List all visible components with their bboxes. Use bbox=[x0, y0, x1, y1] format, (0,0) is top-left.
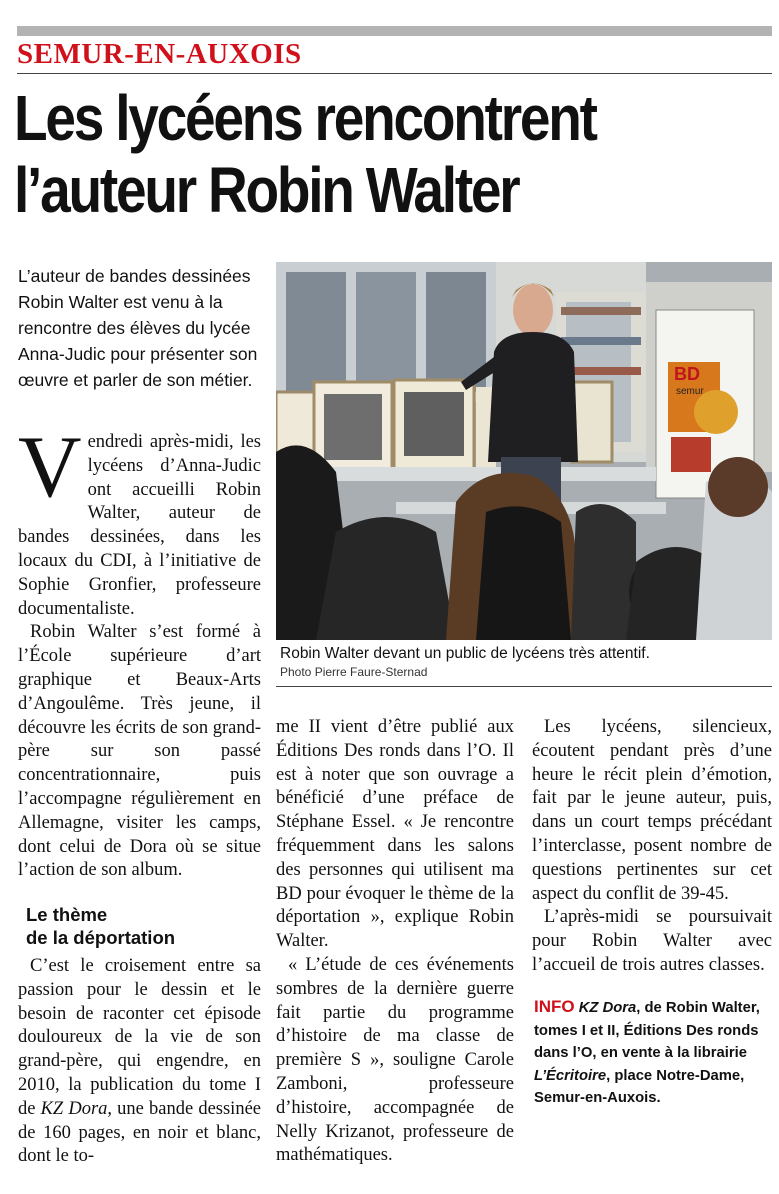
info-book-title: KZ Dora bbox=[578, 1000, 637, 1016]
subheading-line-2: de la déportation bbox=[26, 927, 176, 948]
info-text-1: , de Robin Walter, tomes I et II, Éditions Des ronds dans l’O, en vente à la librairie bbox=[534, 1000, 760, 1061]
info-text-2: , place Notre-Dame, Semur-en-Auxois. bbox=[534, 1067, 745, 1106]
headline bbox=[14, 82, 668, 226]
photo-illustration bbox=[276, 262, 772, 640]
article-column-2 bbox=[276, 716, 514, 1168]
paragraph-5: « L’étude de ces événements sombres de la dernière guerre fait partie du programme d’histoire de ma classe de première S », souligne Carole Zamboni, professeure d’histoire, accompagnée de Nelly Krizanot, professeure de mathématiques. bbox=[276, 954, 514, 1166]
info-tag: INFO bbox=[534, 997, 575, 1016]
article-column-1 bbox=[18, 419, 261, 883]
article-photo bbox=[276, 262, 772, 640]
headline-line-1: Les lycéens rencontrent bbox=[14, 82, 596, 154]
subheading-line-1: Le thème bbox=[26, 904, 108, 925]
poster-title: BD bbox=[674, 364, 700, 384]
article-column-3 bbox=[532, 716, 772, 978]
photo-credit: Photo Pierre Faure-Sternad bbox=[280, 665, 428, 679]
headline-line-2: l’auteur Robin Walter bbox=[14, 154, 519, 226]
rubric-divider bbox=[17, 73, 772, 74]
section-rubric: SEMUR-EN-AUXOIS bbox=[17, 38, 302, 70]
subheading bbox=[26, 903, 175, 949]
paragraph-7: L’après-midi se poursuivait pour Robin Walter avec l’accueil de trois autres classes. bbox=[532, 907, 772, 975]
paragraph-2: Robin Walter s’est formé à l’École supérieure d’art graphique et Beaux-Arts d’Angoulême. Très jeune, il découvre les écrits de son grand-père sur son passé concentrationnaire, puis l’accompagne régulièrement en Allemagne, visiter les camps, dont celui de Dora où se situe l’action de son album. bbox=[18, 622, 261, 881]
poster-subtitle: semur bbox=[676, 386, 704, 397]
info-box bbox=[534, 996, 772, 1110]
paragraph-3 bbox=[18, 955, 261, 1169]
paragraph-3-text-a: C’est le croisement entre sa passion pour le dessin et le besoin de raconter cet épisode douloureux de la vie de son grand-père, qui engendre, en 2010, la publication du tome I de bbox=[18, 956, 261, 1119]
paragraph-3-text-b: , une bande dessinée de 160 pages, en noir et blanc, dont le to- bbox=[18, 1098, 261, 1167]
paragraph-1 bbox=[18, 419, 261, 621]
info-shop-name: L’Écritoire bbox=[534, 1067, 607, 1084]
article-lead: L’auteur de bandes dessinées Robin Walter est venu à la rencontre des élèves du lycée Anna-Judic pour présenter son œuvre et parler de son métier. bbox=[18, 266, 258, 390]
book-title: KZ Dora bbox=[40, 1098, 108, 1119]
paragraph-4: me II vient d’être publié aux Éditions Des ronds dans l’O. Il est à noter que son ouvrage a bénéficié d’une préface de Stéphane Essel. « Je rencontre fréquemment dans les salons des personnes qui utilisent ma BD pour évoquer le thème de la déportation », explique Robin Walter. bbox=[276, 717, 514, 952]
drop-cap: V bbox=[18, 419, 82, 516]
article-column-1-bottom bbox=[18, 955, 261, 1169]
paragraph-6: Les lycéens, silencieux, écoutent pendant près d’une heure le récit plein d’émotion, fait par le jeune auteur, puis, dans un court temps précédant l’interclasse, posent nombre de questions pertinentes sur cet aspect du conflit de 39-45. bbox=[532, 717, 772, 904]
paragraph-1-text: endredi après-midi, les lycéens d’Anna-Judic ont accueilli Robin Walter, auteur de bandes dessinées, dans les locaux du CDI, à l’initiative de Sophie Gronfier, professeure documentaliste. bbox=[18, 432, 261, 619]
top-grey-bar bbox=[17, 26, 772, 36]
caption-divider bbox=[276, 686, 772, 687]
photo-caption: Robin Walter devant un public de lycéens très attentif. bbox=[280, 645, 650, 662]
